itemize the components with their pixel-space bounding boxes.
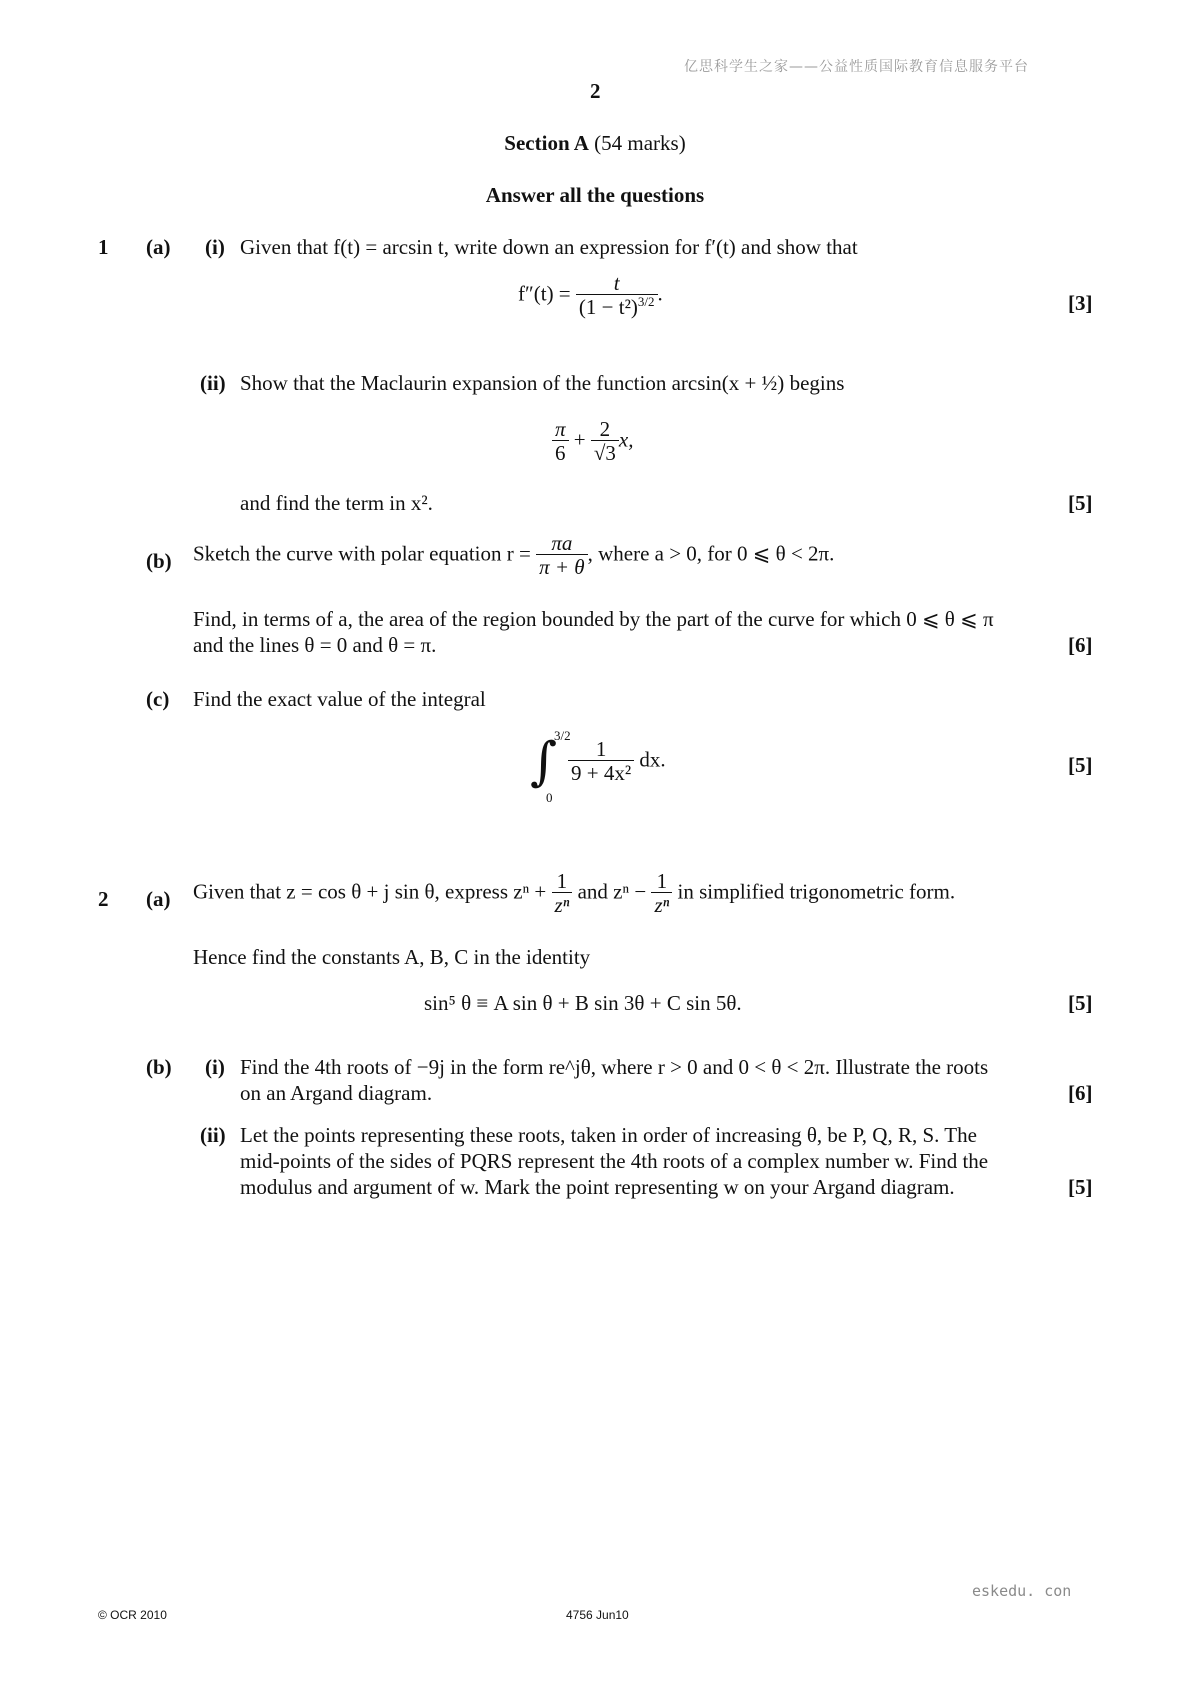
q1-ai-formula: f″(t) = $\frac{t}{(1 - t^2)^{3/2}}$ . xyxy=(518,271,663,319)
q1-b-marks: [6] xyxy=(1068,633,1093,657)
q1-b-text2-line2: and the lines θ = 0 and θ = π. xyxy=(193,633,437,657)
q1-c-den: 9 + 4x² xyxy=(568,760,634,785)
q1-c-dx: dx. xyxy=(639,747,666,772)
q1-b-num: πa xyxy=(551,531,573,555)
q1-aii-two: 2 xyxy=(599,417,611,441)
q1-aii-pi: π xyxy=(555,417,566,441)
q1-c-marks: [5] xyxy=(1068,753,1093,777)
q2-bi-line1: Find the 4th roots of −9j in the form re^jθ, where r > 0 and 0 < θ < 2π. Illustrate the roots xyxy=(240,1055,989,1079)
q2-a-frac-num: 1 xyxy=(556,869,568,893)
q1-c-lower: 0 xyxy=(546,790,553,805)
instruction: Answer all the questions xyxy=(485,183,705,207)
q2-a-text2: Hence find the constants A, B, C in the identity xyxy=(193,945,591,969)
footer-code: 4756 Jun10 xyxy=(566,1608,629,1622)
q2-bi-line2: on an Argand diagram. xyxy=(240,1081,433,1105)
page-number: 2 xyxy=(590,79,601,103)
watermark-text: 亿思科学生之家——公益性质国际教育信息服务平台 xyxy=(684,59,1029,75)
q1-aii-six: 6 xyxy=(552,440,569,465)
q1-aii-sqrt3: √3 xyxy=(591,440,619,465)
q2-bii-marks: [5] xyxy=(1068,1175,1093,1199)
q1-b-fraction xyxy=(536,532,588,579)
q1-aii-tail: and find the term in x². xyxy=(240,491,433,515)
section-title-marks: (54 marks) xyxy=(594,131,686,155)
q1-aii-text-start: Show that the Maclaurin expansion of the function arcsin xyxy=(240,371,722,395)
q1-b-text-start: Sketch the curve with polar equation r = xyxy=(193,541,531,566)
q1-b-text xyxy=(193,532,834,579)
q1-c-fraction xyxy=(568,738,634,785)
q1-number: 1 xyxy=(98,235,109,259)
q2-a-fraction1 xyxy=(552,870,573,917)
q1-ai-formula-lhs: f″(t) = xyxy=(518,281,571,306)
section-title xyxy=(0,130,1190,156)
q2-a-frac-den: zⁿ xyxy=(552,892,573,917)
q1-c-expr xyxy=(568,738,666,785)
q2-bii-line2: mid-points of the sides of PQRS represent the 4th roots of a complex number w. Find the xyxy=(240,1149,989,1173)
q1-aii-text-arg: (x + ½) xyxy=(721,371,785,395)
q2-bi-marks: [6] xyxy=(1068,1081,1093,1105)
q2-a-frac2-num: 1 xyxy=(656,869,668,893)
q1-aii-marks: [5] xyxy=(1068,491,1093,515)
q2-a-identity: sin⁵ θ ≡ A sin θ + B sin 3θ + C sin 5θ. xyxy=(424,991,742,1015)
q1-aii-frac2 xyxy=(591,418,619,465)
q1-ai-formula-exp: 3/2 xyxy=(637,294,655,309)
q1-c-label: (c) xyxy=(146,687,170,711)
q1-c-integral xyxy=(530,728,690,808)
q1-b-den: π + θ xyxy=(536,554,588,579)
q2-bii-line1: Let the points representing these roots, taken in order of increasing θ, be P, Q, R, S. The xyxy=(240,1123,977,1147)
q2-a-text-mid: and zⁿ − xyxy=(577,879,647,904)
q1-ai-text: Given that f(t) = arcsin t, write down an expression for f′(t) and show that xyxy=(240,235,858,259)
q2-a-text-end: in simplified trigonometric form. xyxy=(677,879,956,904)
footer-copyright: © OCR 2010 xyxy=(98,1608,167,1622)
q1-b-text2-line1: Find, in terms of a, the area of the region bounded by the part of the curve for which 0 ⩽ θ ⩽ π xyxy=(193,607,994,631)
q2-a-label: (a) xyxy=(146,887,171,911)
q2-number: 2 xyxy=(98,887,109,911)
q2-bi-label: (i) xyxy=(205,1055,225,1079)
q1-b-text-end: , where a > 0, for 0 ⩽ θ < 2π. xyxy=(587,541,835,566)
q2-a-text-start: Given that z = cos θ + j sin θ, express zⁿ + xyxy=(193,879,547,904)
q1-ai-formula-den xyxy=(576,294,658,319)
q1-c-text: Find the exact value of the integral xyxy=(193,687,486,711)
q1-ai-fraction xyxy=(576,272,658,319)
q1-a-label: (a) xyxy=(146,235,171,259)
q1-c-upper: 3/2 xyxy=(554,728,571,743)
q1-aii-label: (ii) xyxy=(200,371,226,395)
q2-a-fraction2 xyxy=(651,870,672,917)
q2-b-label: (b) xyxy=(146,1055,172,1079)
q2-a-marks: [5] xyxy=(1068,991,1093,1015)
footer-watermark: eskedu. con xyxy=(972,1582,1072,1600)
q1-ai-formula-den-text: (1 − t²) xyxy=(578,295,638,319)
q1-aii-x: x, xyxy=(618,427,634,452)
q2-bii-label: (ii) xyxy=(200,1123,226,1147)
q1-ai-label: (i) xyxy=(205,235,225,259)
q1-b-label: (b) xyxy=(146,549,172,573)
q1-aii-formula: $\frac{\pi}{6}$ + $\frac{2}{√3}$ x, xyxy=(552,418,633,465)
q2-a-frac2-den: zⁿ xyxy=(651,892,672,917)
section-title-bold: Section A xyxy=(504,131,589,155)
q1-aii-text-end: begins xyxy=(789,371,845,395)
q1-aii-text xyxy=(240,370,844,396)
q1-c-num: 1 xyxy=(595,737,607,761)
q1-ai-formula-num: t xyxy=(613,271,620,295)
q1-aii-frac1 xyxy=(552,418,569,465)
integral-sign: ∫ xyxy=(530,732,558,792)
q1-ai-marks: [3] xyxy=(1068,291,1093,315)
q2-bii-line3: modulus and argument of w. Mark the point representing w on your Argand diagram. xyxy=(240,1175,955,1199)
q2-a-text xyxy=(193,870,955,917)
